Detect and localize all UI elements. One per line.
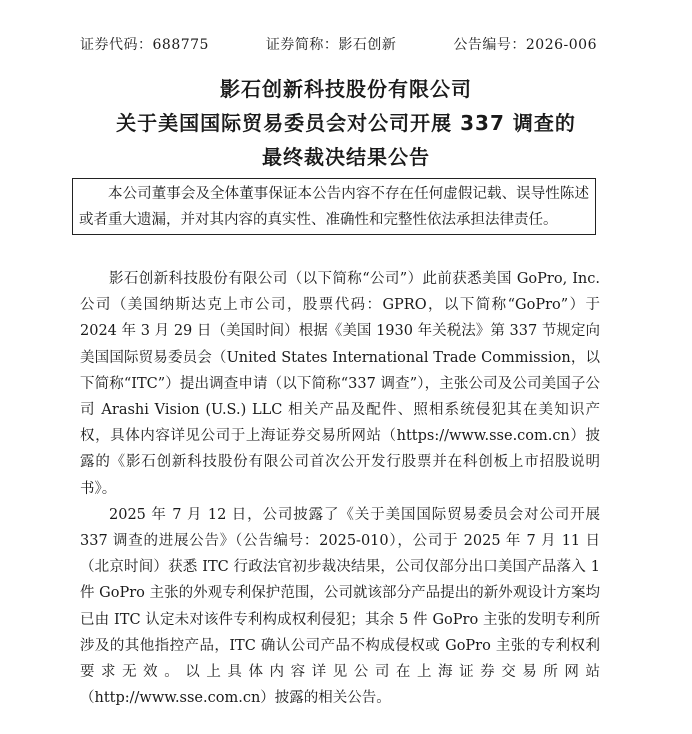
stock-name: 证券简称：影石创新 <box>265 37 397 53</box>
stock-code: 证券代码：688775 <box>80 37 209 53</box>
title-line-subject: 关于美国国际贸易委员会对公司开展 337 调查的 <box>116 111 576 135</box>
document-body <box>80 266 600 711</box>
announcement-number: 公告编号：2026-006 <box>453 37 597 53</box>
body-paragraph-background: 影石创新科技股份有限公司（以下简称“公司”）此前获悉美国 GoPro, Inc. 公司（美国纳斯达克上市公司，股票代码：GPRO，以下简称“GoPro”）于 2024 年 3 月 29 日（美国时间）根据《美国 1930 年关税法》第 337 节规定向美国国际贸易委员会（United States International Trade Commission，以下简称“ITC”）提出调查申请（以下简称“337 调查”），主张公司及公司美国子公司 Arashi Vision (U.S.) LLC 相关产品及配件、照相系统侵犯其在美知识产权，具体内容详见公司于上海证券交易所网站（https://www.sse.com.cn）披露的《影石创新科技股份有限公司首次公开发行股票并在科创板上市招股说明书》。 <box>80 271 600 497</box>
title-line-company: 影石创新科技股份有限公司 <box>220 77 472 101</box>
document-title <box>0 72 692 174</box>
body-paragraph-progress: 2025 年 7 月 12 日，公司披露了《关于美国国际贸易委员会对公司开展 337 调查的进展公告》（公告编号：2025-010），公司于 2025 年 7 月 11 日（北京时间）获悉 ITC 行政法官初步裁决结果，公司仅部分出口美国产品落入 1 件 GoPro 主张的外观专利保护范围，公司就该部分产品提出的新外观设计方案均已由 ITC 认定未对该件专利构成权利侵犯；其余 5 件 GoPro 主张的发明专利所涉及的其他指控产品，ITC 确认公司产品不构成侵权或 GoPro 主张的专利权利要求无效。以上具体内容详见公司在上海证券交易所网站（http://www.sse.com.cn）披露的相关公告。 <box>80 506 600 707</box>
title-line-type: 最终裁决结果公告 <box>262 145 430 169</box>
board-guarantee-notice: 本公司董事会及全体董事保证本公告内容不存在任何虚假记载、误导性陈述或者重大遗漏，并对其内容的真实性、准确性和完整性依法承担法律责任。 <box>72 178 596 235</box>
document-header <box>80 34 597 54</box>
